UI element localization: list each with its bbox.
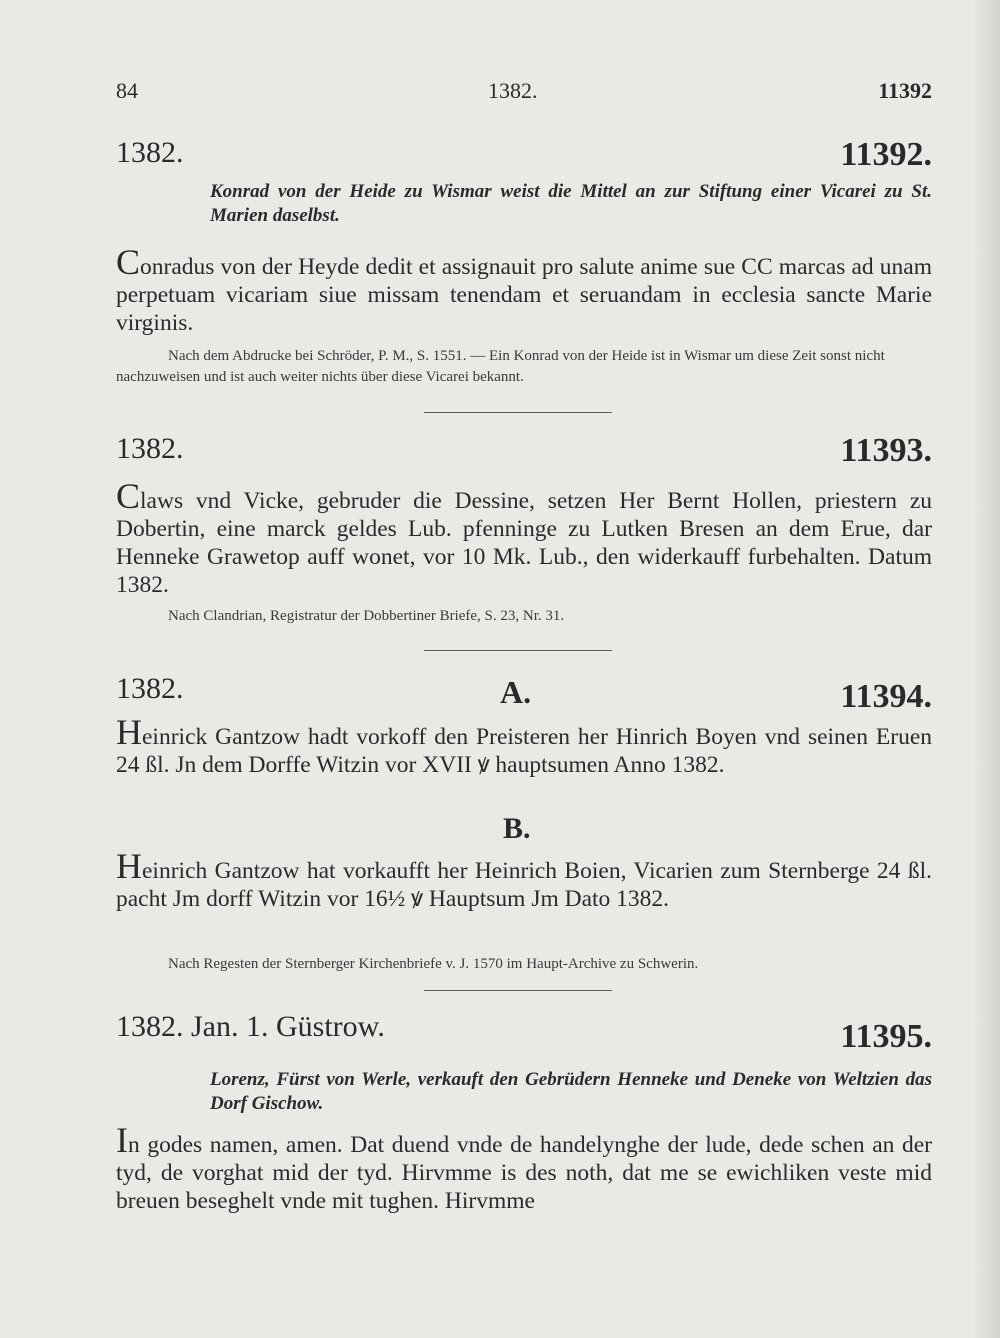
- entry-text-11394-b: [116, 846, 932, 913]
- entry-date-place: 1382. Jan. 1. Güstrow.: [116, 1010, 385, 1043]
- entry-source-note: Nach dem Abdrucke bei Schröder, P. M., S. 1551. — Ein Konrad von der Heide ist in Wismar um diese Zeit sonst nicht nachzuweisen und ist auch weiter nichts über diese Vicarei bekannt.: [116, 348, 885, 385]
- entry-body: onradus von der Heyde dedit et assignauit pro salute anime sue CC marcas ad unam perpetuam vicariam siue missam tenendam et seruandam in ecclesia sancte Marie virginis.: [116, 254, 932, 336]
- initial-letter: I: [116, 1120, 128, 1160]
- running-head: [116, 78, 932, 108]
- page-edge-shadow: [972, 0, 1000, 1338]
- entry-number: 11395.: [840, 1018, 932, 1055]
- entry-body: laws vnd Vicke, gebruder die Dessine, setzen Her Bernt Hollen, priestern zu Dobertin, eine marck geldes Lub. pfenninge zu Lutken Bresen an dem Erue, dar Henneke Grawetop auff wonet, vor 10 Mk. Lub., den widerkauff furbehalten. Datum 1382.: [116, 488, 932, 598]
- entry-source-note: Nach Clandrian, Registratur der Dobbertiner Briefe, S. 23, Nr. 31.: [168, 608, 565, 624]
- initial-letter: C: [116, 242, 141, 282]
- entry-regest: Konrad von der Heide zu Wismar weist die Mittel an zur Stiftung einer Vicarei zu St. Marien daselbst.: [210, 181, 932, 226]
- initial-letter: C: [116, 476, 141, 516]
- running-head-number: 11392: [878, 78, 932, 103]
- entry-number: 11392.: [840, 136, 932, 173]
- entry-text-11392: [116, 242, 932, 337]
- entry-text-11394-a: [116, 712, 932, 779]
- section-divider: [424, 412, 612, 413]
- entry-heading-11392: [116, 136, 932, 176]
- entry-number: 11393.: [840, 432, 932, 469]
- entry-body: n godes namen, amen. Dat duend vnde de handelynghe der lude, dede schen an der tyd, de vorghat mid der tyd. Hirvmme is des noth, dat me se ewichliken veste mid breuen beseghelt vnde mit tughen. Hirvmme: [116, 1132, 932, 1214]
- entry-body: einrick Gantzow hadt vorkoff den Preisteren her Hinrich Boyen vnd seinen Eruen 24 ßl. Jn dem Dorffe Witzin vor XVII ꝟ hauptsumen Anno 1382.: [116, 724, 932, 778]
- entry-heading-11394: [116, 672, 932, 715]
- entry-text-11393: [116, 476, 932, 599]
- entry-regest: Lorenz, Fürst von Werle, verkauft den Gebrüdern Henneke und Deneke von Weltzien das Dorf Gischow.: [210, 1069, 932, 1114]
- entry-year: 1382.: [116, 136, 184, 169]
- entry-year: 1382.: [116, 432, 184, 465]
- running-head-year: 1382.: [488, 78, 538, 103]
- entry-text-11395: [116, 1120, 932, 1215]
- section-divider: [424, 650, 612, 651]
- entry-heading-11393: [116, 432, 932, 472]
- page-number: 84: [116, 78, 138, 103]
- part-a-label: A.: [500, 674, 532, 710]
- initial-letter: H: [116, 846, 142, 886]
- entry-source-note: Nach Regesten der Sternberger Kirchenbriefe v. J. 1570 im Haupt-Archive zu Schwerin.: [168, 956, 699, 972]
- section-divider: [424, 990, 612, 991]
- entry-year: 1382.: [116, 672, 184, 705]
- part-b-label: B.: [503, 812, 531, 845]
- entry-number: 11394.: [840, 678, 932, 715]
- initial-letter: H: [116, 712, 142, 752]
- entry-body: einrich Gantzow hat vorkaufft her Heinrich Boien, Vicarien zum Sternberge 24 ßl. pacht Jm dorff Witzin vor 16½ ꝟ Hauptsum Jm Dato 1382.: [116, 858, 932, 912]
- entry-heading-11395: [116, 1010, 932, 1055]
